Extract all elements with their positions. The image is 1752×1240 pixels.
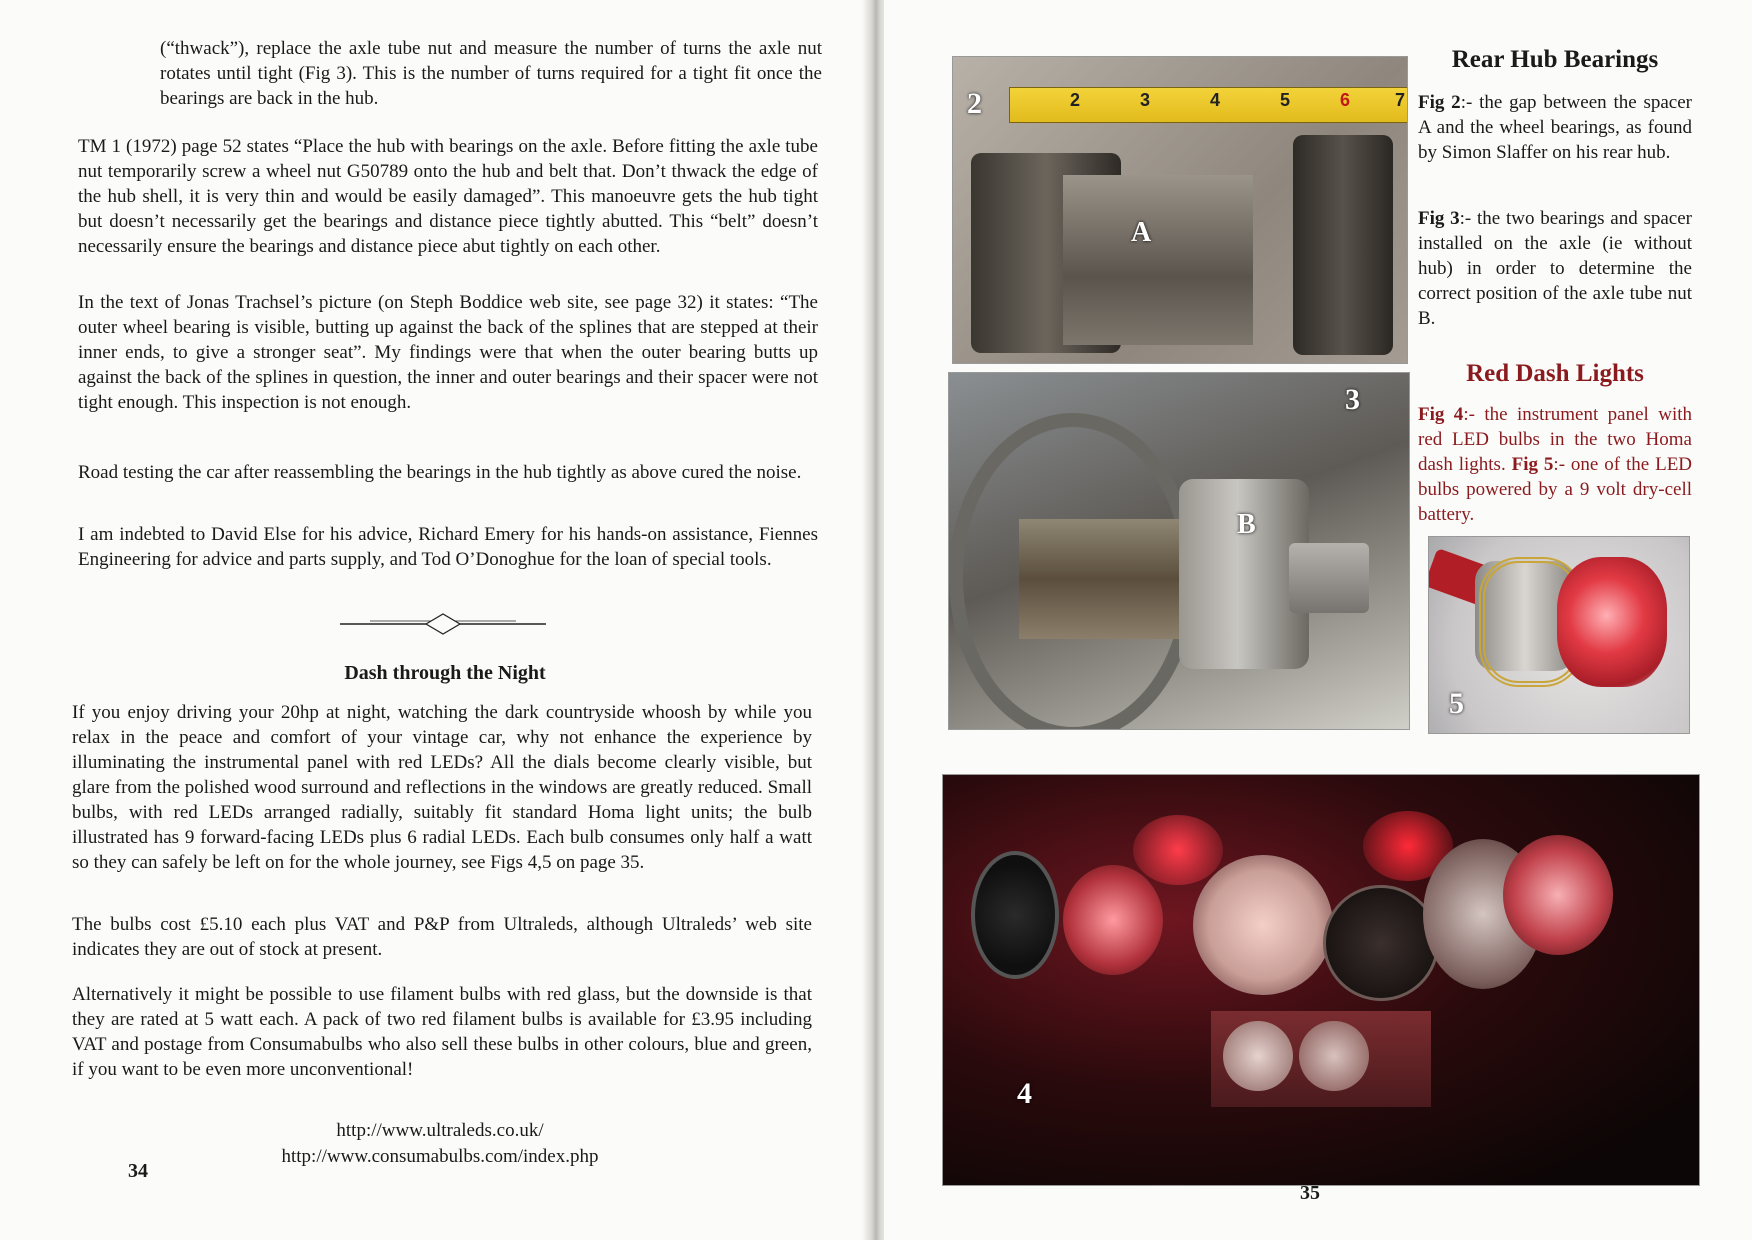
paragraph-trachsel: In the text of Jonas Trachsel’s picture (on Steph Boddice web site, see page 32) it states: “The outer wheel bearing is visible, butting up against the back of the splines that are stepped at their inner ends, to give a stronger seat”. My findings were that when the outer bearing butts up against the back of the splines in question, the inner and outer bearings and their spacer were not tight enough. This inspection is not enough. [78,292,818,413]
fig3-number: 3 [1345,383,1360,416]
divider-ornament-icon [340,612,546,636]
paragraph-dash-intro: If you enjoy driving your 20hp at night, watching the dark countryside whoosh by while you relax in the peace and comfort of your vintage car, why not enhance the experience by illuminating the instrumental panel with red LEDs? All the dials become clearly visible, but glare from the polished wood surround and reflections in the windows are greatly reduced. Small bulbs, with red LEDs arranged radially, suitably fit standard Homa light units; the bulb illustrated has 9 forward-facing LEDs plus 6 radial LEDs. Each bulb consumes only half a watt so they can safely be left on for the whole journey, see Figs 4,5 on page 35. [72,702,812,873]
paragraph-thwack: (“thwack”), replace the axle tube nut and measure the number of turns the axle nut rotates until tight (Fig 3). This is the number of turns required for a tight fit once the bearings are back in the hub. [160,38,822,109]
paragraph-filament: Alternatively it might be possible to use filament bulbs with red glass, but the downside is that they are rated at 5 watt each. A pack of two red filament bulbs is available for £3.95 including VAT and postage from Consumabulbs who also sell these bulbs in other colours, blue and green, if you want to be even more unconventional! [72,984,812,1080]
photo-fig3-axle-bearings [948,372,1410,730]
paragraph-bulb-cost: The bulbs cost £5.10 each plus VAT and P&P from Ultraleds, although Ultraleds’ web site indicates they are out of stock at present. [72,914,812,960]
fig2-letter-a: A [1131,217,1152,248]
page-number-left: 34 [128,1160,148,1182]
fig4-number: 4 [1017,1077,1032,1110]
fig3-letter-b: B [1237,509,1256,540]
caption-fig4-fig5: Fig 4:- the instrument panel with red LED bulbs in the two Homa dash lights. Fig 5:- one of the LED bulbs powered by a 9 volt dry-cell battery. [1418,404,1693,525]
page-34 [0,0,868,1240]
photo-fig4-instrument-panel [942,774,1700,1186]
section-title: Dash through the Night [344,662,546,684]
caption-fig2: Fig 2:- the gap between the spacer A and the wheel bearings, as found by Simon Slaffer on his rear hub. [1418,92,1692,163]
heading-rear-hub-bearings: Rear Hub Bearings [1451,46,1659,73]
fig5-number: 5 [1449,687,1464,720]
link-ultraleds[interactable]: http://www.ultraleds.co.uk/ [336,1120,544,1141]
tape-measure: 2 3 4 5 6 7 [1009,87,1408,123]
photo-fig5-led-bulb [1428,536,1690,734]
fig2-number: 2 [967,87,982,120]
heading-red-dash-lights: Red Dash Lights [1466,360,1644,387]
paragraph-acknowledgements: I am indebted to David Else for his advice, Richard Emery for his hands-on assistance, Fiennes Engineering for advice and parts supply, and Tod O’Donoghue for the loan of special tools. [78,524,818,570]
caption-fig3: Fig 3:- the two bearings and spacer installed on the axle (ie without hub) in order to determine the correct position of the axle tube nut B. [1418,208,1693,329]
page-number-right: 35 [1300,1182,1320,1204]
paragraph-road-test: Road testing the car after reassembling the bearings in the hub tightly as above cured the noise. [78,462,802,483]
link-consumabulbs[interactable]: http://www.consumabulbs.com/index.php [281,1146,599,1167]
photo-fig2-hub-spacer [952,56,1408,364]
links-block [230,1118,650,1170]
paragraph-tm1: TM 1 (1972) page 52 states “Place the hub with bearings on the axle. Before fitting the axle tube nut temporarily screw a wheel nut G50789 onto the hub and belt that. Don’t thwack the edge of the hub shell, it is very thin and would be easily damaged”. This manoeuvre gets the hub tight but doesn’t necessarily get the bearings and distance piece tightly abutted. This “belt” doesn’t necessarily ensure the bearings and distance piece abut tightly on each other. [78,136,818,257]
